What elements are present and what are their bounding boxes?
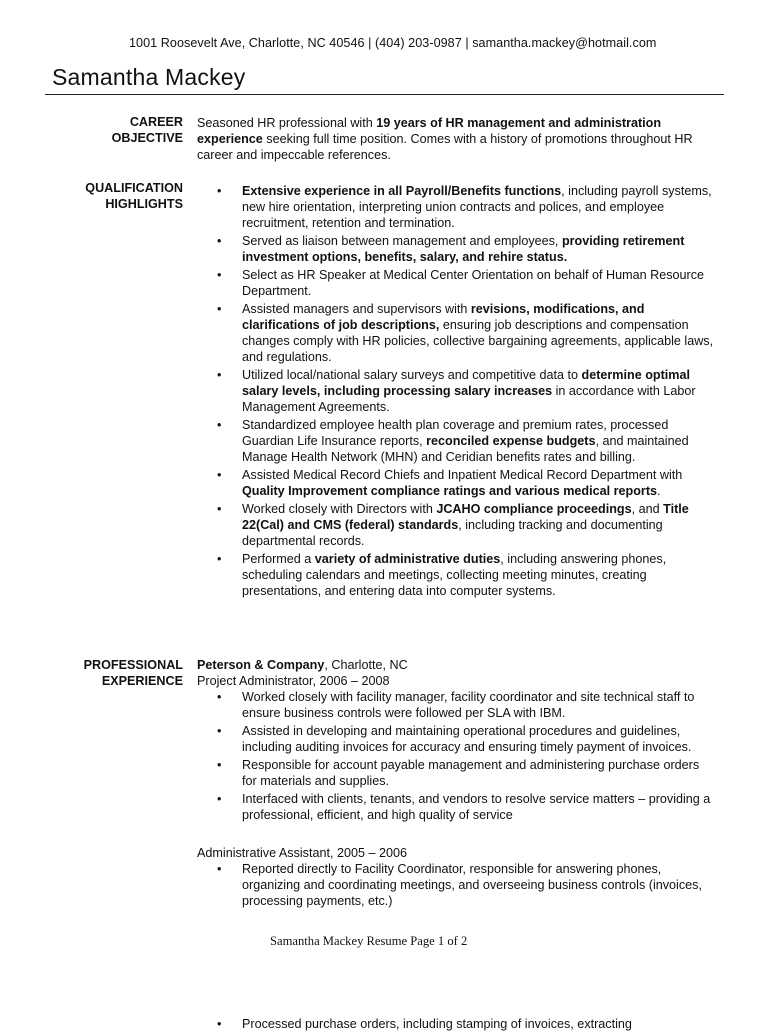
list-item: • Served as liaison between management and employees, providing retirement investment options, benefits, salary, and rehire status. — [197, 233, 717, 265]
list-item: • Extensive experience in all Payroll/Benefits functions, including payroll systems, new hire orientation, interpreting union contracts and polices, and employee recruitment, retention and termination. — [197, 183, 717, 231]
professional-experience-content — [197, 657, 717, 911]
qualification-highlights-heading: QUALIFICATION HIGHLIGHTS — [85, 181, 183, 211]
list-item: • Performed a variety of administrative duties, including answering phones, scheduling calendars and meetings, collecting meeting minutes, creating presentations, and entering data into computer systems. — [197, 551, 717, 599]
page-footer: Samantha Mackey Resume Page 1 of 2 — [270, 934, 468, 948]
list-item: • Responsible for account payable management and administering purchase orders for materials and supplies. — [197, 757, 717, 789]
list-item: • Processed purchase orders, including stamping of invoices, extracting — [197, 1016, 717, 1032]
list-item: • Assisted managers and supervisors with revisions, modifications, and clarifications of job descriptions, ensuring job descriptions and compensation changes comply with HR policies, collective bargaining agreements, applicable laws, and regulations. — [197, 301, 717, 365]
contact-info: 1001 Roosevelt Ave, Charlotte, NC 40546 | (404) 203-0987 | samantha.mackey@hotmail.com — [129, 36, 657, 50]
header-divider — [45, 94, 724, 95]
applicant-name: Samantha Mackey — [52, 64, 246, 90]
professional-experience-heading: PROFESSIONAL EXPERIENCE — [83, 658, 183, 688]
next-page-partial-item — [197, 1016, 717, 1034]
list-item: • Assisted in developing and maintaining operational procedures and guidelines, including auditing invoices for accuracy and ensuring timely payment of invoices. — [197, 723, 717, 755]
list-item: • Worked closely with facility manager, facility coordinator and site technical staff to ensure business controls were followed per SLA with IBM. — [197, 689, 717, 721]
job-duties-list — [197, 861, 717, 909]
list-item: • Interfaced with clients, tenants, and vendors to resolve service matters – providing a professional, efficient, and high quality of service — [197, 791, 717, 823]
list-item: • Standardized employee health plan coverage and premium rates, processed Guardian Life Insurance reports, reconciled expense budgets, and maintained Manage Health Network (MHN) and Ceridian benefits rates and billing. — [197, 417, 717, 465]
career-objective-heading: CAREER OBJECTIVE — [111, 115, 183, 145]
company-line: Peterson & Company, Charlotte, NC — [197, 658, 408, 672]
qualification-highlights-list — [197, 183, 717, 601]
job-duties-list — [197, 689, 717, 823]
list-item: • Worked closely with Directors with JCAHO compliance proceedings, and Title 22(Cal) and CMS (federal) standards, including tracking and documenting departmental records. — [197, 501, 717, 549]
list-item: • Utilized local/national salary surveys and competitive data to determine optimal salary levels, including processing salary increases in accordance with Labor Management Agreements. — [197, 367, 717, 415]
list-item: • Reported directly to Facility Coordinator, responsible for answering phones, organizing and coordinating meetings, and overseeing business controls (invoices, processing payments, etc.) — [197, 861, 717, 909]
job-title: Project Administrator, 2006 – 2008 — [197, 674, 390, 688]
list-item: • Assisted Medical Record Chiefs and Inpatient Medical Record Department with Quality Improvement compliance ratings and various medical reports. — [197, 467, 717, 499]
list-item: • Select as HR Speaker at Medical Center Orientation on behalf of Human Resource Department. — [197, 267, 717, 299]
job-title: Administrative Assistant, 2005 – 2006 — [197, 846, 408, 860]
career-objective-text: Seasoned HR professional with 19 years of HR management and administration experience seeking full time position. Comes with a history of promotions throughout HR career and impeccable references. — [197, 116, 693, 162]
